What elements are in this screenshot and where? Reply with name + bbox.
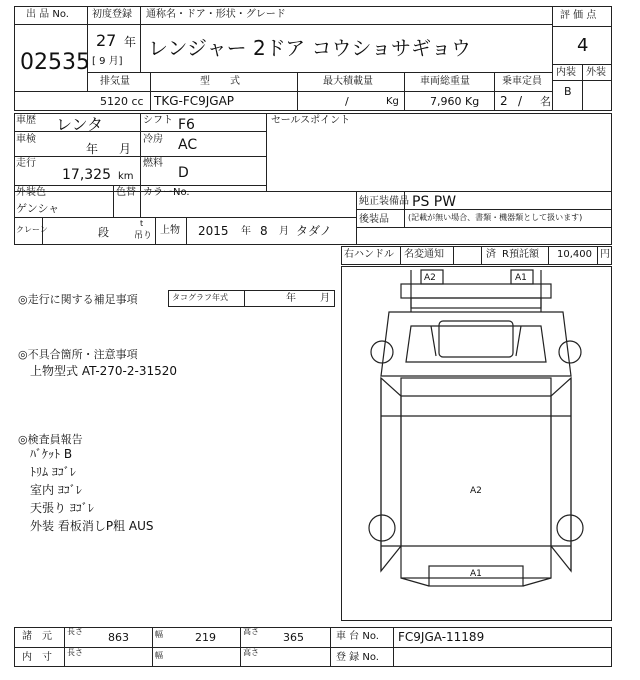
damage-label-a1-bottom: A1	[470, 569, 482, 579]
type-label: 型 式	[200, 76, 240, 87]
inner-height-label: 高さ	[243, 648, 259, 657]
truck-diagram	[341, 266, 612, 621]
history-label: 車歴	[16, 115, 36, 126]
chassis-no: FC9JGA-11189	[398, 630, 485, 644]
inner-length-label: 長さ	[67, 648, 83, 657]
lot-no: 02535	[20, 50, 90, 75]
interior-label: 内装	[556, 67, 576, 78]
capacity-slash: /	[518, 94, 523, 108]
lot-no-label: 出 品 No.	[26, 9, 69, 20]
sales-point-label: セールスポイント	[271, 115, 351, 126]
body-year-unit: 年	[241, 226, 251, 237]
grade-label: 評 価 点	[560, 10, 597, 21]
recycle-amount: 10,400	[557, 249, 592, 260]
recycle-label: R預託額	[502, 249, 539, 260]
color-code-label: カラーNo.	[143, 187, 190, 198]
capacity-value: 2	[500, 94, 508, 108]
registration-month: [ 9 月]	[92, 56, 123, 67]
damage-label-a1-right: A1	[515, 273, 527, 283]
aftermarket-note: (記載が無い場合、書類・機器類として扱います)	[408, 213, 583, 222]
name-change-box	[453, 246, 482, 265]
model-name: レンジャー 2ドア コウショサギョウ	[148, 36, 472, 60]
mileage-label: 走行	[16, 158, 36, 169]
crane-stage: 段	[98, 226, 109, 239]
tachograph-label: タコグラフ年式	[172, 293, 228, 302]
inspection-month-unit: 月	[119, 142, 132, 156]
body-month: 8	[260, 224, 268, 238]
color: ゲンシャ	[16, 202, 60, 215]
recycle-unit: 円	[600, 249, 610, 260]
report-line: 外装 看板消しP粗 AUS	[30, 519, 154, 533]
inner-dims-label: 内 寸	[22, 652, 52, 663]
capacity-label: 乗車定員	[502, 76, 542, 87]
report-line: ﾊﾞｹｯﾄ B	[30, 447, 73, 461]
height-label: 高さ	[243, 627, 259, 636]
first-registration-label: 初度登録	[92, 9, 132, 20]
fuel: D	[178, 165, 189, 181]
defect-line-1: 上物型式 AT-270-2-31520	[30, 364, 178, 378]
model-code: TKG-FC9JGAP	[154, 94, 235, 108]
interior-grade: B	[564, 85, 572, 98]
width-label: 幅	[155, 630, 163, 639]
chassis-label: 車 台 No.	[336, 631, 379, 642]
body-label: 上物	[160, 225, 180, 236]
ac: AC	[178, 137, 198, 153]
color-label: 外装色	[16, 187, 46, 198]
inspection-label: 車検	[16, 134, 36, 145]
exterior-label: 外装	[586, 67, 606, 78]
inner-width-label: 幅	[155, 651, 163, 660]
name-change-label: 名変通知	[404, 249, 444, 260]
max-load-unit: Kg	[386, 96, 399, 107]
tachograph-month-unit: 月	[320, 293, 330, 304]
length-label: 長さ	[67, 627, 83, 636]
rhd-label: 右ハンドル	[344, 249, 394, 260]
tachograph-year-unit: 年	[286, 293, 296, 304]
overall-grade: 4	[577, 35, 589, 56]
equipment: PS PW	[412, 194, 457, 210]
body-maker: タダノ	[296, 224, 332, 238]
shift: F6	[178, 117, 195, 133]
body-month-unit: 月	[279, 226, 289, 237]
inspection-year-unit: 年	[86, 142, 99, 156]
crane-label: クレーン	[16, 225, 48, 234]
model-label: 通称名・ドア・形状・グレード	[146, 9, 286, 20]
mileage: 17,325	[62, 167, 111, 183]
height-value: 365	[283, 631, 304, 644]
width-value: 219	[195, 631, 216, 644]
shift-label: シフト	[143, 115, 173, 126]
gross-weight: 7,960 Kg	[430, 95, 480, 108]
crane-ton: t	[140, 219, 144, 228]
aftermarket-label: 後装品	[359, 214, 389, 225]
registration-year: 27	[96, 31, 117, 50]
fuel-label: 燃料	[143, 158, 163, 169]
registration-year-unit: 年	[124, 35, 137, 49]
displacement: 5120 cc	[100, 95, 144, 108]
registration-no-label: 登 録 No.	[336, 652, 379, 663]
inspector-report-title: ◎検査員報告	[18, 433, 83, 446]
max-load-slash: /	[345, 95, 349, 108]
max-load-label: 最大積載量	[323, 76, 373, 87]
ac-label: 冷房	[143, 134, 163, 145]
capacity-unit: 名	[540, 95, 551, 108]
body-year: 2015	[198, 224, 229, 238]
driving-notes-title: ◎走行に関する補足事項	[18, 293, 138, 306]
report-line: 室内 ﾖｺﾞﾚ	[30, 483, 82, 497]
report-line: 天張り ﾖｺﾞﾚ	[30, 501, 94, 515]
crane-hang: 吊り	[134, 231, 153, 241]
damage-label-a2-left: A2	[424, 273, 436, 283]
damage-label-a2-center: A2	[470, 486, 482, 496]
history: レンタ	[56, 115, 103, 134]
length-value: 863	[108, 631, 129, 644]
defect-notes-title: ◎不具合箇所・注意事項	[18, 348, 138, 361]
mileage-unit: km	[118, 171, 134, 182]
report-line: ﾄﾘﾑ ﾖｺﾞﾚ	[30, 465, 76, 479]
color-change-label: 色替	[116, 187, 136, 198]
gross-weight-label: 車両総重量	[420, 76, 470, 87]
dims-label: 諸 元	[22, 631, 52, 642]
note-mark: 済	[486, 249, 496, 260]
equipment-label: 純正装備品	[359, 196, 409, 207]
displacement-label: 排気量	[100, 76, 130, 87]
